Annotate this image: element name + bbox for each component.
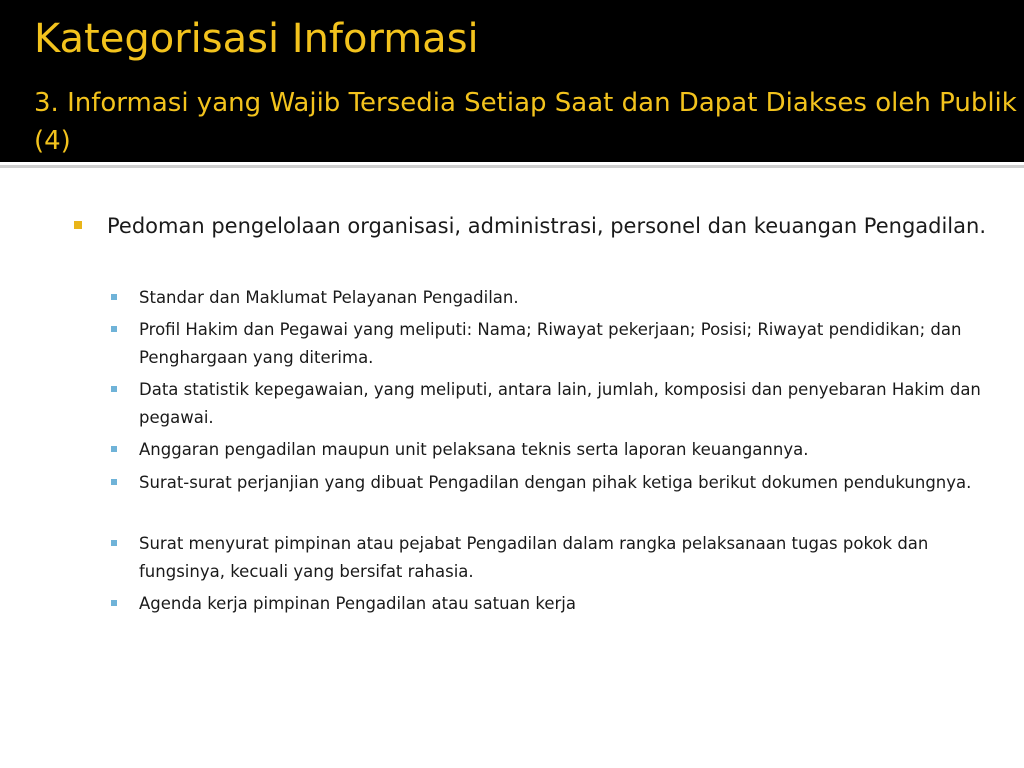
- square-bullet-icon: [111, 540, 117, 546]
- slide-title: Kategorisasi Informasi: [34, 16, 479, 62]
- square-bullet-icon: [111, 326, 117, 332]
- square-bullet-icon: [111, 446, 117, 452]
- sub-bullet-text: Anggaran pengadilan maupun unit pelaksana teknis serta laporan keuangannya.: [139, 440, 809, 459]
- sub-bullet-text: Agenda kerja pimpinan Pengadilan atau satuan kerja: [139, 594, 576, 613]
- square-bullet-icon: [111, 386, 117, 392]
- square-bullet-icon: [74, 221, 82, 229]
- square-bullet-icon: [111, 479, 117, 485]
- main-bullet-text: Pedoman pengelolaan organisasi, administrasi, personel dan keuangan Pengadilan.: [107, 214, 986, 238]
- sub-bullet-text: Surat menyurat pimpinan atau pejabat Pengadilan dalam rangka pelaksanaan tugas pokok dan fungsinya, kecuali yang bersifat rahasia.: [139, 534, 929, 581]
- sub-bullet-text: Data statistik kepegawaian, yang meliputi, antara lain, jumlah, komposisi dan penyebaran Hakim dan pegawai.: [139, 380, 981, 427]
- square-bullet-icon: [111, 600, 117, 606]
- sub-bullet-text: Surat-surat perjanjian yang dibuat Pengadilan dengan pihak ketiga berikut dokumen pendukungnya.: [139, 473, 972, 492]
- square-bullet-icon: [111, 294, 117, 300]
- slide-subtitle: 3. Informasi yang Wajib Tersedia Setiap Saat dan Dapat Diakses oleh Publik (4): [34, 88, 1017, 156]
- sub-bullet-text: Profil Hakim dan Pegawai yang meliputi: Nama; Riwayat pekerjaan; Posisi; Riwayat pendidikan; dan Penghargaan yang diterima.: [139, 320, 962, 367]
- sub-bullet-text: Standar dan Maklumat Pelayanan Pengadilan.: [139, 288, 519, 307]
